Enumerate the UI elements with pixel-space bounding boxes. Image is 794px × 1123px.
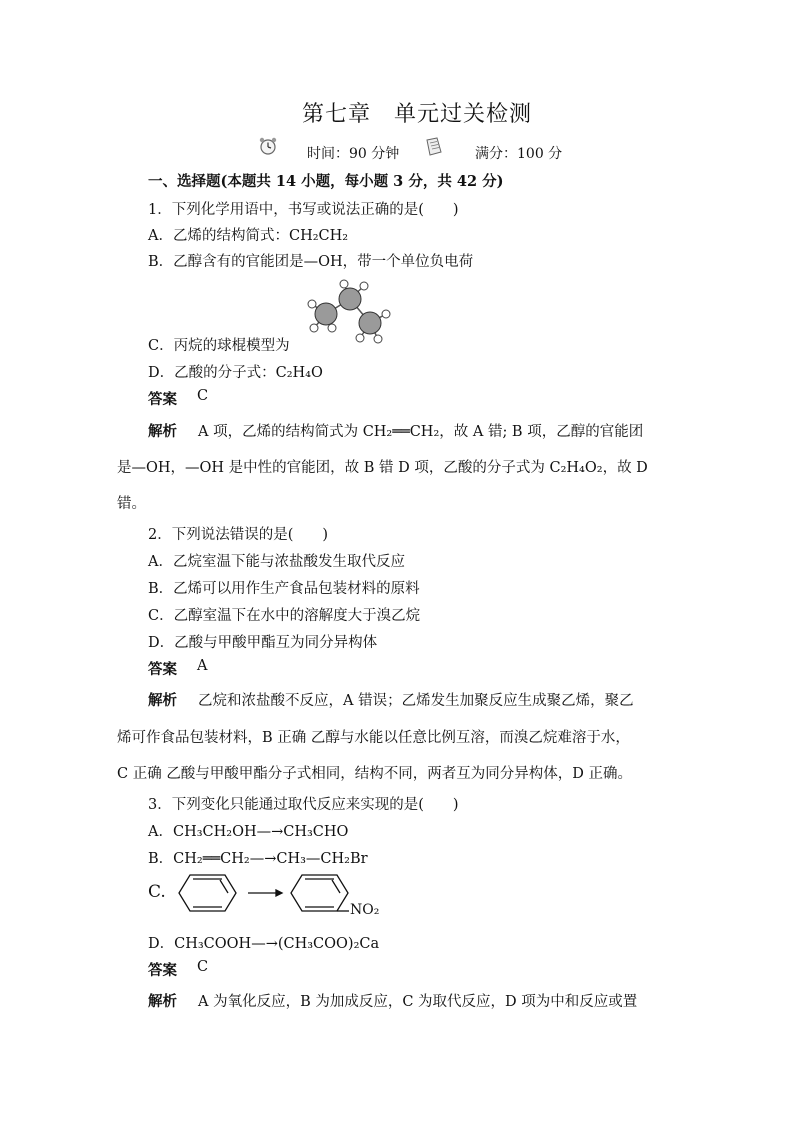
page-title: 第七章 单元过关检测	[302, 102, 533, 127]
q3-option-b: B．CH₂══CH₂—→CH₃—CH₂Br	[148, 851, 368, 867]
q1-option-b: B．乙醇含有的官能团是—OH，带一个单位负电荷	[148, 254, 474, 270]
q1-answer-label: 答案	[148, 391, 177, 408]
q3-option-c-substituent: NO₂	[350, 902, 380, 918]
q1-analysis-line: A 项，乙烯的结构简式为 CH₂══CH₂，故 A 错; B 项，乙醇的官能团	[198, 424, 644, 440]
clock-icon	[258, 136, 278, 156]
q1-option-d: D．乙酸的分子式：C₂H₄O	[148, 365, 323, 381]
q2-answer: A	[197, 658, 208, 674]
time-limit: 时间：90 分钟	[307, 146, 400, 162]
q1-answer: C	[197, 388, 209, 404]
q3-option-a: A．CH₃CH₂OH—→CH₃CHO	[148, 824, 349, 840]
propane-ball-stick-model	[300, 278, 396, 348]
q2-option-d: D．乙酸与甲酸甲酯互为同分异构体	[148, 635, 378, 651]
q3-option-c-label: C.	[148, 882, 166, 902]
q1-option-a: A．乙烯的结构简式：CH₂CH₂	[148, 228, 349, 244]
q3-option-d: D．CH₃COOH—→(CH₃COO)₂Ca	[148, 936, 380, 952]
q3-analysis-label: 解析	[148, 993, 177, 1010]
q3-analysis-line: A 为氧化反应，B 为加成反应，C 为取代反应，D 项为中和反应或置	[198, 994, 638, 1010]
q1-analysis-line: 错。	[117, 496, 146, 512]
q1-stem: 1．下列化学用语中，书写或说法正确的是( )	[148, 202, 459, 218]
q2-analysis-line: 乙烷和浓盐酸不反应，A 错误；乙烯发生加聚反应生成聚乙烯，聚乙	[198, 693, 634, 709]
q2-analysis-line: C 正确 乙酸与甲酸甲酯分子式相同，结构不同，两者互为同分异构体，D 正确。	[117, 766, 633, 782]
q2-option-b: B．乙烯可以用作生产食品包装材料的原料	[148, 581, 420, 597]
q2-analysis-label: 解析	[148, 692, 177, 709]
q2-answer-label: 答案	[148, 661, 177, 678]
q1-analysis-line: 是—OH，—OH 是中性的官能团，故 B 错 D 项，乙酸的分子式为 C₂H₄O₂，故 D	[117, 460, 648, 476]
section-heading: 一、选择题(本题共 14 小题，每小题 3 分，共 42 分)	[148, 173, 504, 190]
q1-analysis-label: 解析	[148, 423, 177, 440]
total-score: 满分：100 分	[475, 146, 563, 162]
q2-option-a: A．乙烷室温下能与浓盐酸发生取代反应	[148, 554, 405, 570]
q3-answer-label: 答案	[148, 962, 177, 979]
q1-option-c: C．丙烷的球棍模型为	[148, 338, 290, 354]
q3-answer: C	[197, 959, 209, 975]
q2-analysis-line: 烯可作食品包装材料，B 正确 乙醇与水能以任意比例互溶，而溴乙烷难溶于水，	[117, 730, 630, 746]
q2-option-c: C．乙醇室温下在水中的溶解度大于溴乙烷	[148, 608, 421, 624]
q2-stem: 2．下列说法错误的是( )	[148, 527, 329, 543]
q3-stem: 3．下列变化只能通过取代反应来实现的是( )	[148, 797, 459, 813]
paper-icon	[425, 137, 443, 157]
